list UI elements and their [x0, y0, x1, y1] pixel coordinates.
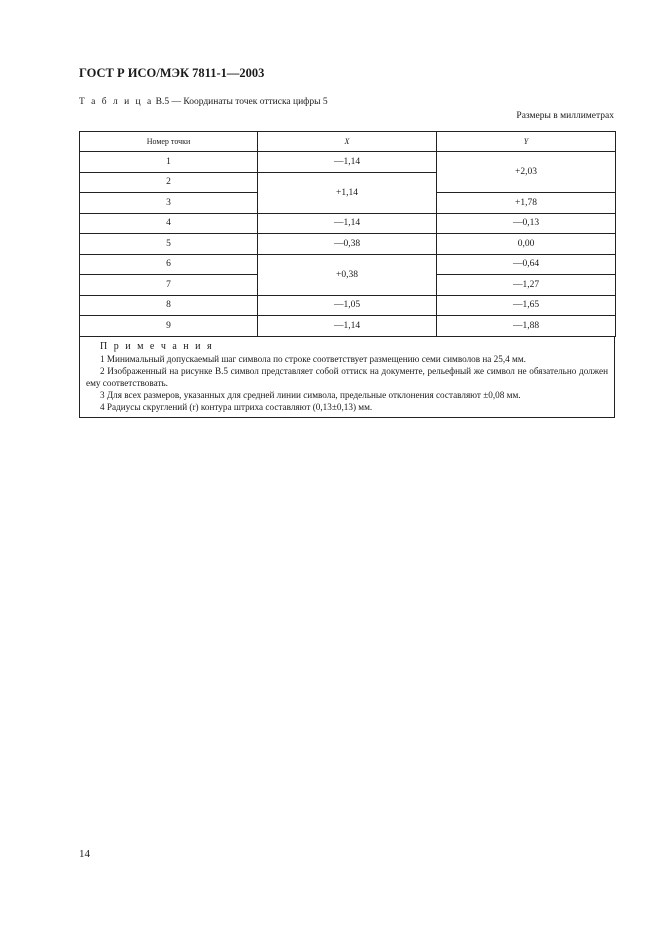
table-row: [80, 234, 616, 255]
table-caption: [79, 97, 328, 107]
cell-y: +2,03: [437, 152, 616, 193]
units-note: Размеры в миллиметрах: [516, 111, 614, 121]
table-row: [80, 254, 616, 275]
cell-x: —1,14: [258, 213, 437, 234]
column-header-y: Y: [437, 132, 616, 152]
table-row: [80, 316, 616, 337]
note-item: 3 Для всех размеров, указанных для средней линии символа, предельные отклонения составляют ±0,08 мм.: [100, 389, 521, 400]
table-header-row: [80, 132, 616, 152]
table-caption-prefix: Т а б л и ц а: [79, 97, 154, 107]
note-item: 2 Изображенный на рисунке В.5 символ представляет собой оттиск на документе, рельефный же символ не обязательно должен ему соответствовать.: [86, 365, 608, 388]
column-header-point: Номер точки: [80, 132, 258, 152]
cell-y: —0,13: [437, 213, 616, 234]
note-item: 1 Минимальный допускаемый шаг символа по строке соответствует размещению семи символов на 25,4 мм.: [100, 353, 526, 364]
cell-x: +0,38: [258, 254, 437, 295]
cell-point: 1: [80, 152, 258, 173]
cell-point: 8: [80, 295, 258, 316]
cell-point: 6: [80, 254, 258, 275]
cell-y: —1,27: [437, 275, 616, 296]
note-item: 4 Радиусы скруглений (r) контура штриха составляют (0,13±0,13) мм.: [100, 401, 373, 412]
cell-y: 0,00: [437, 234, 616, 255]
column-header-x: X: [258, 132, 437, 152]
document-code: ГОСТ Р ИСО/МЭК 7811-1—2003: [79, 66, 265, 80]
cell-x: —1,05: [258, 295, 437, 316]
cell-point: 9: [80, 316, 258, 337]
cell-point: 2: [80, 172, 258, 193]
table-row: [80, 213, 616, 234]
notes-title: П р и м е ч а н и я: [100, 340, 214, 352]
table-caption-number: В.5: [155, 97, 170, 107]
cell-x: +1,14: [258, 172, 437, 213]
page-number: 14: [79, 848, 90, 860]
table-row: [80, 152, 616, 173]
cell-x: —0,38: [258, 234, 437, 255]
table-row: [80, 295, 616, 316]
coordinates-table-block: [79, 131, 615, 418]
cell-point: 7: [80, 275, 258, 296]
cell-point: 4: [80, 213, 258, 234]
cell-point: 5: [80, 234, 258, 255]
cell-y: —0,64: [437, 254, 616, 275]
cell-x: —1,14: [258, 152, 437, 173]
table-notes: [79, 337, 615, 418]
coordinates-table: [79, 131, 616, 337]
table-caption-title: — Координаты точек оттиска цифры 5: [171, 97, 328, 107]
cell-y: —1,65: [437, 295, 616, 316]
cell-x: —1,14: [258, 316, 437, 337]
cell-y: +1,78: [437, 193, 616, 214]
cell-y: —1,88: [437, 316, 616, 337]
cell-point: 3: [80, 193, 258, 214]
